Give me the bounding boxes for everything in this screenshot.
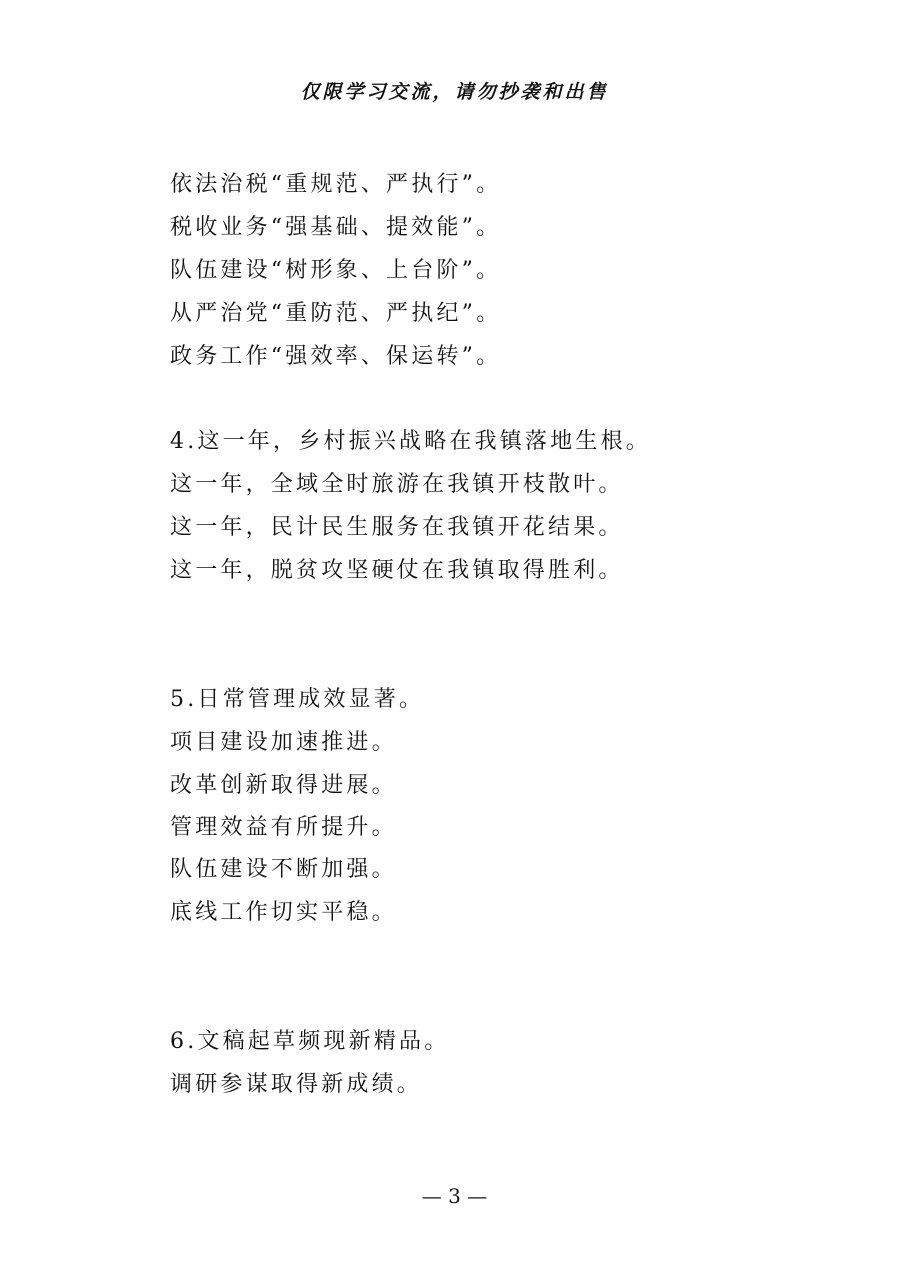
section-2-line-1: 4.这一年，乡村振兴战略在我镇落地生根。 <box>170 429 651 454</box>
section-3-line-3: 改革创新取得进展。 <box>170 773 397 798</box>
section-1-line-3: 队伍建设“树形象、上台阶”。 <box>170 258 502 283</box>
section-1-line-4: 从严治党“重防范、严执纪”。 <box>170 301 502 326</box>
section-3-line-6: 底线工作切实平稳。 <box>170 900 397 925</box>
section-1-line-5: 政务工作“强效率、保运转”。 <box>170 344 502 369</box>
section-1-line-1: 依法治税“重规范、严执行”。 <box>170 172 502 197</box>
section-3-line-2: 项目建设加速推进。 <box>170 730 397 755</box>
section-4-line-1: 6.文稿起草频现新精品。 <box>170 1029 450 1054</box>
section-2-line-2: 这一年，全域全时旅游在我镇开枝散叶。 <box>170 472 624 497</box>
section-2-line-4: 这一年，脱贫攻坚硬仗在我镇取得胜利。 <box>170 558 624 583</box>
section-1-line-2: 税收业务“强基础、提效能”。 <box>170 215 502 240</box>
section-2-line-3: 这一年，民计民生服务在我镇开花结果。 <box>170 515 624 540</box>
section-3-line-1: 5.日常管理成效显著。 <box>170 687 425 712</box>
section-3-line-4: 管理效益有所提升。 <box>170 815 397 840</box>
section-3-line-5: 队伍建设不断加强。 <box>170 857 397 882</box>
page-number: — 3 — <box>421 1184 488 1208</box>
section-4-line-2: 调研参谋取得新成绩。 <box>170 1072 423 1097</box>
page-header-notice: 仅限学习交流，请勿抄袭和出售 <box>300 81 609 103</box>
